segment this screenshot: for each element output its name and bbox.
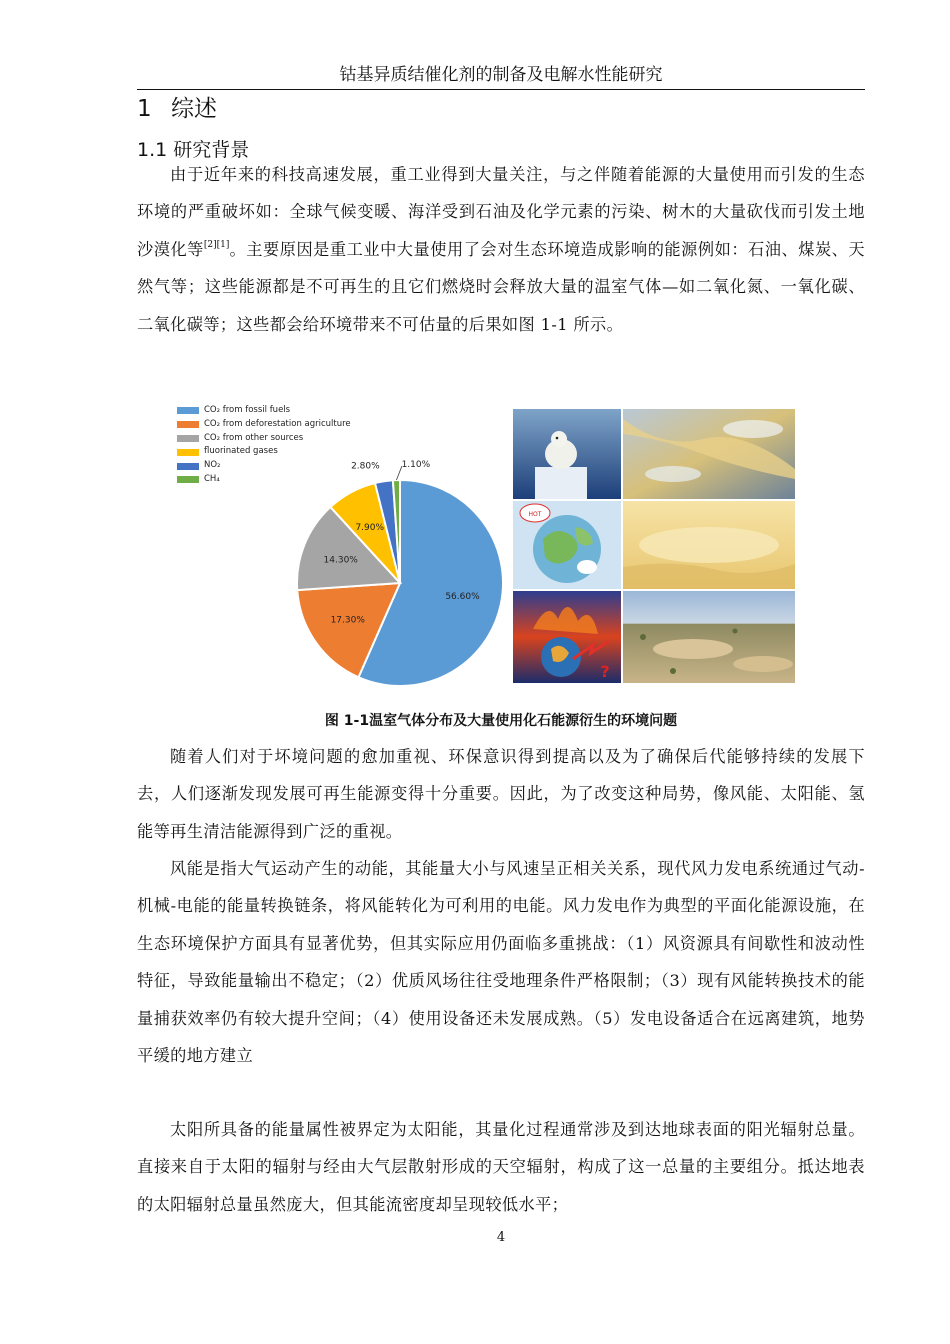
page-number: 4 (496, 1230, 506, 1245)
paragraph-4: 太阳所具备的能量属性被界定为太阳能，其量化过程通常涉及到达地球表面的阳光辐射总量。直接来自于太阳的辐射与经由大气层散射形成的天空辐射，构成了这一总量的主要组分。抵达地表的太阳辐射总量虽然庞大，但其能流密度却呈现较低水平； (137, 1120, 865, 1214)
legend-swatch (177, 435, 199, 442)
paragraph-1 (137, 156, 865, 343)
legend-item (177, 473, 351, 487)
legend-label: CO₂ from deforestation agriculture (204, 418, 351, 429)
paragraph-3: 风能是指大气运动产生的动能，其能量大小与风速呈正相关关系，现代风力发电系统通过气动-机械-电能的能量转换链条，将风能转化为可利用的电能。风力发电作为典型的平面化能源设施，在生态环境保护方面具有显著优势，但其实际应用仍面临多重挑战：（1）风资源具有间歇性和波动性特征，导致能量输出不稳定；（2）优质风场往往受地理条件严格限制；（3）现有风能转换技术的能量捕获效率仍有较大提升空间；（4）使用设备还未发展成熟。（5）发电设备适合在远离建筑，地势平缓的地方建立 (137, 859, 865, 1066)
citation-ref[interactable]: [2][1] (203, 239, 230, 250)
pie-data-label: 1.10% (401, 460, 431, 471)
paragraph-2: 随着人们对于坏境问题的愈加重视、环保意识得到提高以及为了确保后代能够持续的发展下去，人们逐渐发现发展可再生能源变得十分重要。因此，为了改变这种局势，像风能、太阳能、氢能等再生清洁能源得到广泛的重视。 (137, 747, 865, 841)
chart-legend (177, 404, 351, 487)
legend-item (177, 459, 351, 473)
legend-label: CO₂ from other sources (204, 432, 304, 443)
legend-swatch (177, 407, 199, 414)
paragraph-1-text-a: 由于近年来的科技高速发展，重工业得到大量关注，与之伴随着能源的大量使用而引发的生态环境的严重破坏如：全球气候变暖、海洋受到石油及化学元素的污染、树木的大量砍伐而引发土地沙漠化等 (137, 165, 865, 259)
legend-label: fluorinated gases (204, 446, 278, 457)
chapter-heading (137, 92, 217, 126)
legend-label: CH₄ (204, 473, 220, 484)
figure-1-1 (175, 402, 795, 688)
photo-grid (513, 409, 795, 683)
legend-item (177, 432, 351, 446)
chapter-number: 1 (137, 96, 152, 122)
figure-caption: 图 1-1温室气体分布及大量使用化石能源衍生的环境问题 (324, 713, 678, 729)
legend-swatch (177, 449, 199, 456)
header-rule (137, 89, 865, 90)
melting-ice-icon (623, 409, 795, 499)
pie-data-label: 7.90% (355, 522, 385, 533)
sad-earth-icon (513, 501, 621, 589)
pie-chart-panel (175, 402, 510, 688)
desertified-land-icon (623, 591, 795, 683)
legend-label: NO₂ (204, 460, 221, 471)
pie-data-label: 56.60% (445, 592, 480, 603)
chapter-title: 综述 (171, 96, 217, 122)
legend-item (177, 445, 351, 459)
legend-item (177, 418, 351, 432)
photo-collage (513, 409, 795, 683)
hot-sign-text: HOT (528, 511, 542, 518)
question-mark: ? (600, 662, 610, 681)
paragraph-1-text-b: 。主要原因是重工业中大量使用了会对生态环境造成影响的能源例如：石油、煤炭、天然气等；这些能源都是不可再生的且它们燃烧时会释放大量的温室气体—如二氧化氮、一氧化碳、二氧化碳等；这些都会给环境带来不可估量的后果如图 1-1 所示。 (137, 239, 865, 334)
dry-desert-icon (623, 501, 795, 589)
section-heading: 1.1 研究背景 (137, 139, 250, 161)
burning-earth-icon (513, 591, 621, 683)
pie-data-label: 2.80% (351, 461, 380, 472)
legend-swatch (177, 476, 199, 483)
running-header: 钴基异质结催化剂的制备及电解水性能研究 (339, 65, 663, 85)
legend-item (177, 404, 351, 418)
legend-label: CO₂ from fossil fuels (204, 405, 291, 415)
polar-bear-icon (513, 409, 621, 499)
pie-data-label: 17.30% (330, 615, 365, 626)
legend-swatch (177, 463, 199, 470)
legend-swatch (177, 421, 199, 428)
pie-data-label: 14.30% (323, 555, 358, 566)
